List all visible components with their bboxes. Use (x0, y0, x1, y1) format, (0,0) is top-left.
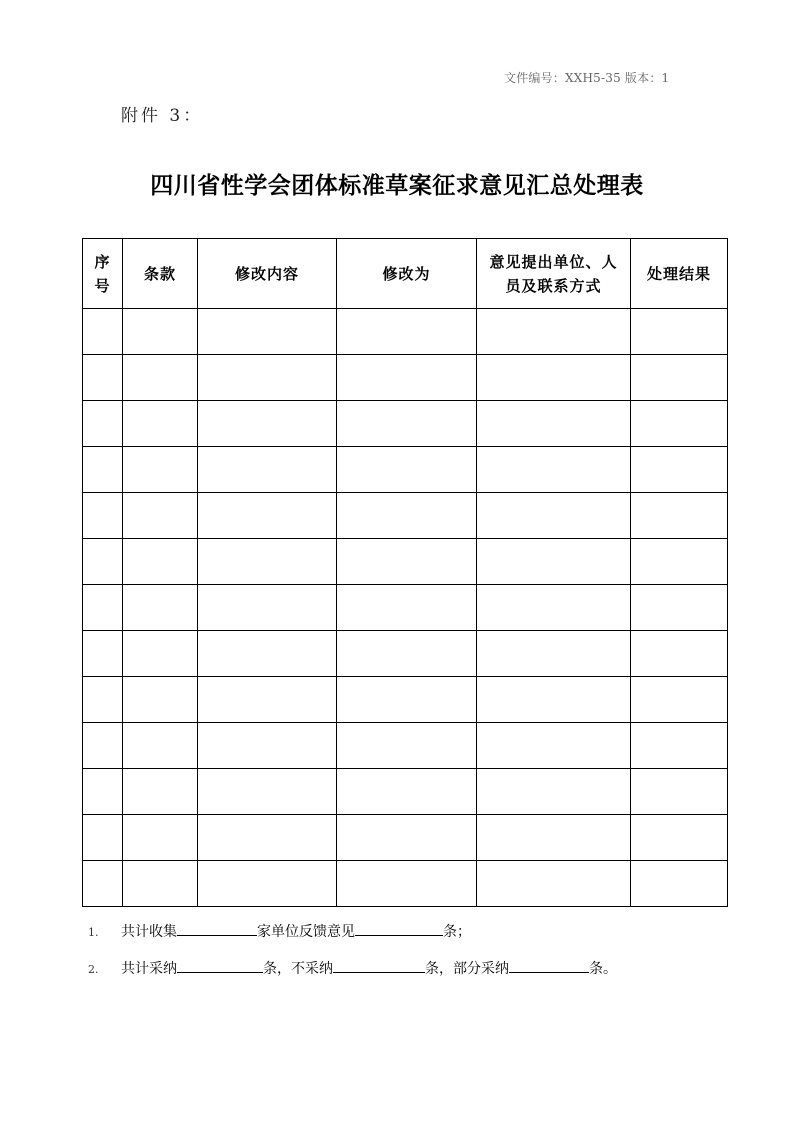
table-row (83, 401, 728, 447)
table-cell[interactable] (337, 447, 477, 493)
table-row (83, 447, 728, 493)
table-cell[interactable] (123, 493, 198, 539)
table-cell[interactable] (123, 309, 198, 355)
table-cell[interactable] (83, 355, 123, 401)
table-cell[interactable] (631, 447, 728, 493)
table-cell[interactable] (198, 723, 337, 769)
table-cell[interactable] (337, 631, 477, 677)
table-cell[interactable] (123, 585, 198, 631)
table-row (83, 493, 728, 539)
note-2 (88, 958, 617, 978)
table-cell[interactable] (337, 815, 477, 861)
table-cell[interactable] (83, 631, 123, 677)
table-cell[interactable] (631, 355, 728, 401)
table-cell[interactable] (83, 539, 123, 585)
table-cell[interactable] (337, 585, 477, 631)
table-cell[interactable] (631, 539, 728, 585)
table-cell[interactable] (631, 769, 728, 815)
table-row (83, 677, 728, 723)
table-cell[interactable] (477, 539, 631, 585)
column-header-revised: 修改为 (337, 239, 477, 309)
blank-line[interactable] (333, 958, 425, 973)
table-row (83, 585, 728, 631)
table-cell[interactable] (198, 677, 337, 723)
table-cell[interactable] (123, 815, 198, 861)
column-header-submitter: 意见提出单位、人员及联系方式 (477, 239, 631, 309)
table-cell[interactable] (123, 631, 198, 677)
table-cell[interactable] (477, 861, 631, 907)
table-cell[interactable] (83, 401, 123, 447)
table-cell[interactable] (83, 309, 123, 355)
table-cell[interactable] (198, 493, 337, 539)
table-cell[interactable] (198, 447, 337, 493)
table-cell[interactable] (123, 401, 198, 447)
table-cell[interactable] (631, 585, 728, 631)
table-row (83, 355, 728, 401)
table-cell[interactable] (83, 493, 123, 539)
note-number: 2. (88, 963, 99, 976)
note-text: 条，部分采纳 (425, 961, 509, 977)
table-cell[interactable] (198, 861, 337, 907)
note-text: 条。 (589, 961, 617, 977)
table-cell[interactable] (631, 723, 728, 769)
column-header-seq: 序号 (83, 239, 123, 309)
note-text: 条； (443, 924, 471, 940)
table-cell[interactable] (198, 401, 337, 447)
table-cell[interactable] (123, 539, 198, 585)
note-1 (88, 921, 471, 941)
table-cell[interactable] (477, 769, 631, 815)
table-cell[interactable] (477, 585, 631, 631)
table-cell[interactable] (477, 401, 631, 447)
note-number: 1. (88, 926, 99, 939)
column-header-clause: 条款 (123, 239, 198, 309)
note-text: 条，不采纳 (263, 961, 333, 977)
table-cell[interactable] (198, 355, 337, 401)
table-cell[interactable] (83, 677, 123, 723)
table-cell[interactable] (198, 631, 337, 677)
table-cell[interactable] (477, 723, 631, 769)
table-cell[interactable] (123, 861, 198, 907)
table-cell[interactable] (83, 861, 123, 907)
table-cell[interactable] (477, 355, 631, 401)
table-cell[interactable] (198, 309, 337, 355)
table-cell[interactable] (123, 677, 198, 723)
table-row (83, 769, 728, 815)
note-text: 共计采纳 (121, 961, 177, 977)
table-cell[interactable] (123, 447, 198, 493)
table-cell[interactable] (123, 723, 198, 769)
table-cell[interactable] (198, 815, 337, 861)
attachment-label: 附件 3： (121, 106, 204, 126)
table-cell[interactable] (477, 815, 631, 861)
note-text: 共计收集 (121, 924, 177, 940)
table-cell[interactable] (631, 815, 728, 861)
table-row (83, 631, 728, 677)
note-text: 家单位反馈意见 (257, 924, 355, 940)
table-cell[interactable] (337, 355, 477, 401)
table-cell[interactable] (337, 493, 477, 539)
table-cell[interactable] (198, 539, 337, 585)
page-title: 四川省性学会团体标准草案征求意见汇总处理表 (150, 172, 644, 199)
table-cell[interactable] (477, 447, 631, 493)
table-cell[interactable] (477, 493, 631, 539)
table-cell[interactable] (83, 815, 123, 861)
blank-line[interactable] (177, 958, 263, 973)
table-cell[interactable] (631, 309, 728, 355)
table-cell[interactable] (337, 769, 477, 815)
table-row (83, 815, 728, 861)
table-body (83, 309, 728, 907)
blank-line[interactable] (177, 921, 257, 936)
table-cell[interactable] (477, 677, 631, 723)
table-cell[interactable] (337, 401, 477, 447)
table-cell[interactable] (337, 539, 477, 585)
table-cell[interactable] (83, 447, 123, 493)
table-cell[interactable] (631, 493, 728, 539)
table-cell[interactable] (337, 723, 477, 769)
table-cell[interactable] (631, 861, 728, 907)
table-cell[interactable] (83, 769, 123, 815)
column-header-content: 修改内容 (198, 239, 337, 309)
table-cell[interactable] (337, 309, 477, 355)
table-cell[interactable] (83, 585, 123, 631)
table-cell[interactable] (631, 401, 728, 447)
table-cell[interactable] (477, 309, 631, 355)
table-header-row (83, 239, 728, 309)
table-cell[interactable] (198, 769, 337, 815)
document-code: 文件编号：XXH5-35 版本：1 (504, 71, 670, 85)
table-row (83, 309, 728, 355)
table-row (83, 539, 728, 585)
feedback-summary-table (82, 238, 728, 907)
column-header-result: 处理结果 (631, 239, 728, 309)
table-cell[interactable] (477, 631, 631, 677)
table-cell[interactable] (631, 677, 728, 723)
table-row (83, 861, 728, 907)
table-cell[interactable] (337, 861, 477, 907)
table-cell[interactable] (83, 723, 123, 769)
table-cell[interactable] (123, 769, 198, 815)
blank-line[interactable] (509, 958, 589, 973)
table-row (83, 723, 728, 769)
table-cell[interactable] (198, 585, 337, 631)
blank-line[interactable] (355, 921, 443, 936)
table-cell[interactable] (631, 631, 728, 677)
table-cell[interactable] (337, 677, 477, 723)
table-cell[interactable] (123, 355, 198, 401)
